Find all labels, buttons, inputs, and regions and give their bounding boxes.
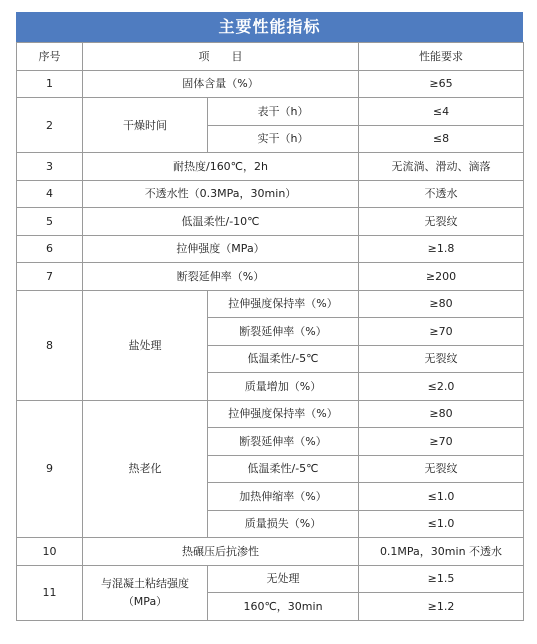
- table-row: [17, 538, 524, 566]
- row-group: 热老化: [83, 400, 208, 538]
- row-subitem: 加热伸缩率（%）: [208, 483, 359, 511]
- row-req: 不透水: [359, 180, 524, 208]
- row-req: ≤1.0: [359, 510, 524, 538]
- row-req: ≥1.8: [359, 235, 524, 263]
- row-item: 低温柔性/-10℃: [83, 208, 359, 236]
- row-subitem: 拉伸强度保持率（%）: [208, 400, 359, 428]
- row-no: 9: [17, 400, 83, 538]
- row-req: ≥1.2: [359, 593, 524, 621]
- row-group: 干燥时间: [83, 98, 208, 153]
- header-no: 序号: [17, 43, 83, 71]
- row-subitem: 表干（h）: [208, 98, 359, 126]
- row-req: ≥70: [359, 428, 524, 456]
- row-req: 无裂纹: [359, 208, 524, 236]
- table-row: [17, 235, 524, 263]
- row-subitem: 160℃，30min: [208, 593, 359, 621]
- row-subitem: 低温柔性/-5℃: [208, 345, 359, 373]
- row-no: 8: [17, 290, 83, 400]
- table-row: [17, 208, 524, 236]
- row-no: 7: [17, 263, 83, 291]
- table-row: [17, 565, 524, 593]
- table-row: [17, 290, 524, 318]
- row-req: ≥80: [359, 290, 524, 318]
- row-no: 2: [17, 98, 83, 153]
- table-row: [17, 263, 524, 291]
- row-subitem: 质量损失（%）: [208, 510, 359, 538]
- table-row: [17, 98, 524, 126]
- row-req: ≥1.5: [359, 565, 524, 593]
- row-item: 断裂延伸率（%）: [83, 263, 359, 291]
- row-no: 6: [17, 235, 83, 263]
- row-req: ≤8: [359, 125, 524, 153]
- row-no: 11: [17, 565, 83, 620]
- row-item: 固体含量（%）: [83, 70, 359, 98]
- row-req: 无裂纹: [359, 455, 524, 483]
- row-req: ≤2.0: [359, 373, 524, 401]
- row-group-line1: 与混凝土粘结强度: [101, 576, 189, 590]
- table-row: [17, 400, 524, 428]
- row-subitem: 无处理: [208, 565, 359, 593]
- row-subitem: 质量增加（%）: [208, 373, 359, 401]
- table-row: [17, 70, 524, 98]
- row-req: ≥80: [359, 400, 524, 428]
- table-title: 主要性能指标: [16, 12, 523, 42]
- row-no: 3: [17, 153, 83, 181]
- row-req: ≥200: [359, 263, 524, 291]
- row-subitem: 实干（h）: [208, 125, 359, 153]
- header-row: [17, 43, 524, 71]
- row-req: 无流淌、滑动、滴落: [359, 153, 524, 181]
- row-req: 0.1MPa，30min 不透水: [359, 538, 524, 566]
- row-item: 热碾压后抗渗性: [83, 538, 359, 566]
- row-req: ≥65: [359, 70, 524, 98]
- row-no: 4: [17, 180, 83, 208]
- row-no: 5: [17, 208, 83, 236]
- row-req: ≤4: [359, 98, 524, 126]
- table-row: [17, 153, 524, 181]
- row-group: [83, 565, 208, 620]
- row-item: 不透水性（0.3MPa，30min）: [83, 180, 359, 208]
- table-row: [17, 180, 524, 208]
- row-item: 耐热度/160℃，2h: [83, 153, 359, 181]
- row-req: ≥70: [359, 318, 524, 346]
- header-item: 项 目: [83, 43, 359, 71]
- spec-table-container: [16, 12, 523, 621]
- header-req: 性能要求: [359, 43, 524, 71]
- performance-spec-table: [16, 42, 524, 621]
- row-group-line2: （MPa）: [122, 594, 168, 608]
- row-subitem: 低温柔性/-5℃: [208, 455, 359, 483]
- row-req: 无裂纹: [359, 345, 524, 373]
- row-item: 拉伸强度（MPa）: [83, 235, 359, 263]
- row-subitem: 断裂延伸率（%）: [208, 318, 359, 346]
- row-group: 盐处理: [83, 290, 208, 400]
- row-req: ≤1.0: [359, 483, 524, 511]
- row-subitem: 拉伸强度保持率（%）: [208, 290, 359, 318]
- row-no: 10: [17, 538, 83, 566]
- row-no: 1: [17, 70, 83, 98]
- row-subitem: 断裂延伸率（%）: [208, 428, 359, 456]
